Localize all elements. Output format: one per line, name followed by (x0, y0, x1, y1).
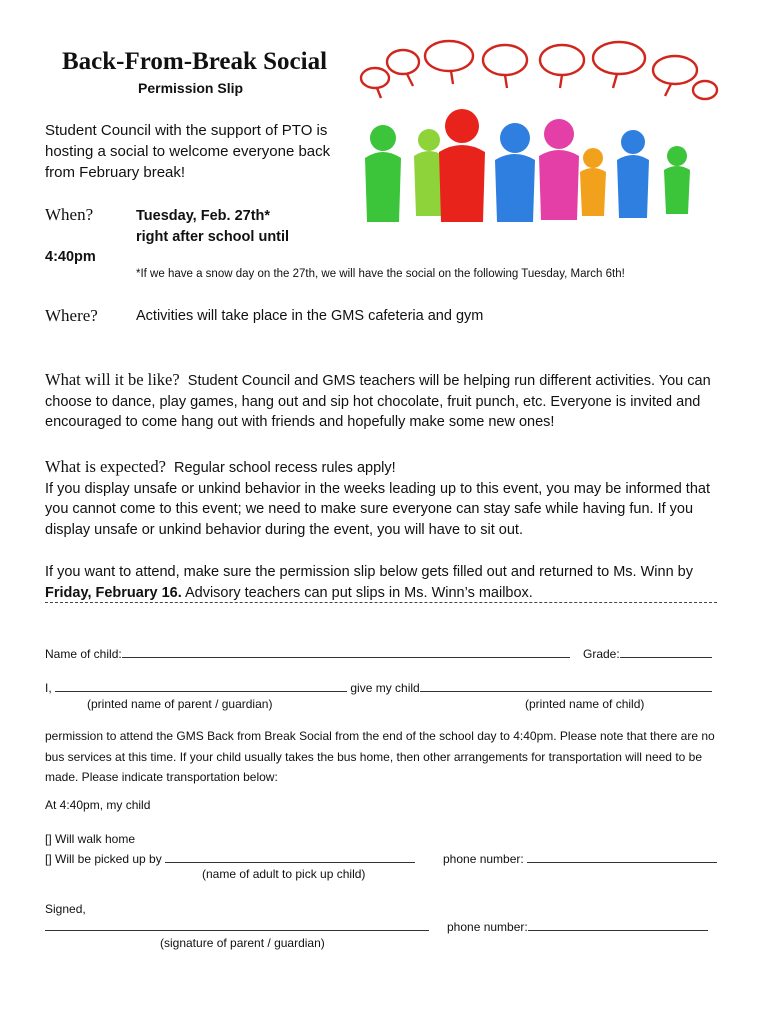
permission-text: permission to attend the GMS Back from Break Social from the end of the school day to 4:40pm. Please note that there are no bus services at this time. If your child usually takes the bus home, then other arrangements for transportation will need to be made. Please indicate transportation below: (45, 729, 715, 784)
signature-field[interactable] (45, 918, 429, 931)
expected-text: If you display unsafe or unkind behavior in the weeks leading up to this event, you may be informed that you cannot come to this event; we need to make sure everyone can stay safe while having fun. If you display unsafe or unkind behavior during the event, you will have to sit out. (45, 480, 710, 538)
figure-blue-right (617, 130, 649, 218)
child-printed-name-field[interactable] (420, 679, 712, 692)
signed-label: Signed, (45, 902, 86, 916)
figure-green-left (365, 125, 401, 222)
parent-name-note: (printed name of parent / guardian) (87, 697, 273, 711)
walk-home-option[interactable]: [] Will walk home (45, 832, 136, 846)
child-name-label: Name of child: (45, 647, 122, 661)
when-date: Tuesday, Feb. 27th* (136, 208, 271, 224)
figure-lime (414, 129, 444, 216)
figure-blue (495, 123, 535, 222)
speech-bubble-icon (483, 45, 527, 75)
speech-bubble-icon (540, 45, 584, 75)
signature-phone-label: phone number: (447, 920, 528, 934)
where-value: Activities will take place in the GMS cafeteria and gym (136, 308, 484, 324)
what-is-expected-section (45, 457, 725, 540)
pickup-adult-note: (name of adult to pick up child) (202, 867, 366, 881)
i-label: I, (45, 681, 52, 695)
give-label: give my child (350, 681, 420, 695)
child-name-row (45, 645, 570, 661)
like-text: Student Council and GMS teachers will be helping run different activities. You can choose to dance, play games, hang out and sip hot chocolate, fruit punch, etc. Everyone is invited and encouraged to come hang out with friends and hopefully make some new ones! (45, 373, 711, 430)
figure-red (439, 109, 485, 222)
parent-name-field[interactable] (55, 679, 347, 692)
page-subtitle: Permission Slip (138, 80, 244, 96)
speech-bubble-icon (653, 56, 697, 84)
snow-day-note: *If we have a snow day on the 27th, we will have the social on the following Tuesday, March 6th! (136, 268, 625, 280)
pickup-phone-label: phone number: (443, 852, 524, 866)
parent-permission-row (45, 679, 712, 695)
signature-row (45, 918, 429, 934)
speech-bubble-icon (425, 41, 473, 71)
grade-row (583, 645, 712, 661)
signature-phone-row (447, 918, 708, 934)
speech-bubble-icon (361, 68, 389, 88)
pickup-adult-field[interactable] (165, 850, 415, 863)
speech-bubble-icon (593, 42, 645, 74)
expected-heading: What is expected? (45, 457, 166, 476)
what-will-it-be-like-section (45, 370, 725, 433)
speech-bubble-icon (693, 81, 717, 99)
people-speech-bubbles-illustration (357, 38, 719, 222)
attend-text: If you want to attend, make sure the permission slip below gets filled out and returned to Ms. Winn by (45, 564, 693, 580)
when-value (136, 206, 289, 248)
end-time: 4:40pm (45, 249, 96, 265)
pickup-phone-field[interactable] (527, 850, 717, 863)
where-label: Where? (45, 306, 98, 325)
figure-magenta (539, 119, 579, 220)
attend-deadline: Friday, February 16. (45, 584, 182, 601)
cut-line-divider (45, 602, 717, 603)
speech-bubbles (361, 41, 717, 99)
child-name-note: (printed name of child) (525, 697, 645, 711)
figure-orange (580, 148, 606, 216)
when-time-lead: right after school until (136, 229, 290, 245)
intro-text: Student Council with the support of PTO is hosting a social to welcome everyone back from February break! (45, 122, 331, 181)
page-title: Back-From-Break Social (62, 48, 328, 75)
pickup-option[interactable]: [] Will be picked up by (45, 852, 162, 866)
attend-instructions (45, 562, 725, 603)
at-time-label: At 4:40pm, my child (45, 798, 151, 812)
pickup-row (45, 850, 415, 866)
signature-note: (signature of parent / guardian) (160, 936, 325, 950)
grade-label: Grade: (583, 647, 620, 661)
speech-bubble-icon (387, 50, 419, 74)
grade-field[interactable] (620, 645, 712, 658)
signature-phone-field[interactable] (528, 918, 708, 931)
like-heading: What will it be like? (45, 370, 180, 389)
expected-first-line: Regular school recess rules apply! (174, 460, 396, 476)
child-name-field[interactable] (122, 645, 570, 658)
pickup-phone-row (443, 850, 717, 866)
attend-tail: Advisory teachers can put slips in Ms. Winn’s mailbox. (184, 584, 533, 601)
when-label: When? (45, 205, 94, 224)
figure-green-right (664, 146, 690, 214)
